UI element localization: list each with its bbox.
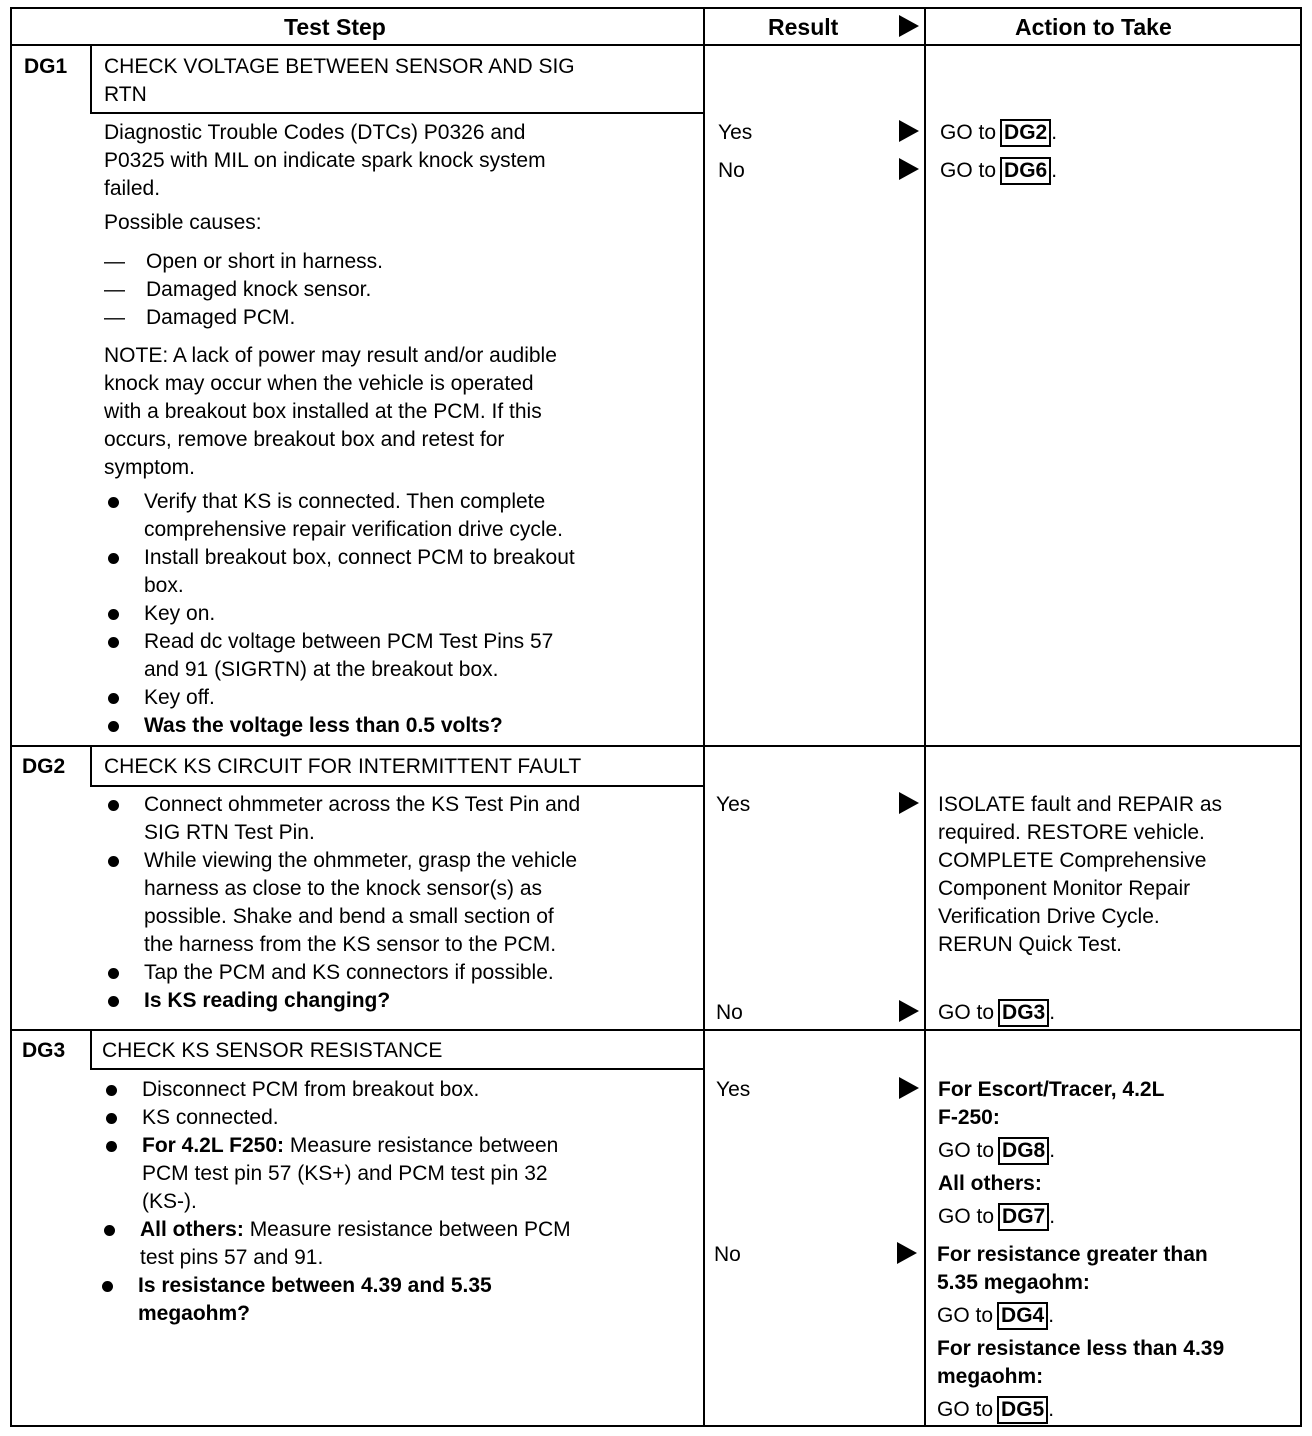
dg1-title-underline bbox=[92, 112, 703, 114]
dg3-no-action-4: megaohm: bbox=[937, 1365, 1044, 1388]
goto-text: GO to bbox=[937, 1398, 994, 1421]
dg1-no-arrow-icon bbox=[899, 158, 919, 180]
bullet-icon bbox=[106, 1141, 117, 1152]
table-top-border bbox=[10, 7, 1302, 9]
table-left-border bbox=[10, 7, 12, 1427]
dg2-id: DG2 bbox=[22, 755, 66, 778]
dg1-body-line4: Possible causes: bbox=[104, 211, 262, 234]
dg3-yes-label: Yes bbox=[716, 1078, 751, 1101]
dg1-yes-ref-link[interactable]: DG2 bbox=[1000, 119, 1051, 147]
period: . bbox=[1049, 1205, 1056, 1228]
dg3-title-underline bbox=[92, 1068, 703, 1070]
dg2-yes-action-1: ISOLATE fault and REPAIR as bbox=[938, 793, 1223, 816]
dg1-step-1a: Verify that KS is connected. Then complete bbox=[144, 490, 546, 513]
bullet-icon bbox=[106, 1113, 117, 1124]
dg1-no-ref-link[interactable]: DG6 bbox=[1000, 157, 1051, 185]
dg2-yes-label: Yes bbox=[716, 793, 751, 816]
dg3-yes-action-goto-2 bbox=[938, 1203, 1055, 1232]
dg1-yes-label: Yes bbox=[718, 121, 753, 144]
header-bottom-border bbox=[10, 44, 1302, 46]
dg1-body-line1: Diagnostic Trouble Codes (DTCs) P0326 and bbox=[104, 121, 526, 144]
dg3-id-cell-divider bbox=[90, 1029, 92, 1070]
table-right-border bbox=[1300, 7, 1302, 1427]
dg1-note-line1: NOTE: A lack of power may result and/or audible bbox=[104, 344, 557, 367]
bullet-icon bbox=[106, 1085, 117, 1096]
bullet-icon bbox=[102, 1281, 113, 1292]
bullet-icon bbox=[108, 800, 119, 811]
dg3-step-3a bbox=[142, 1132, 558, 1161]
dg3-step-4-text: Measure resistance between PCM bbox=[249, 1218, 571, 1241]
dg3-no-action-goto-1 bbox=[937, 1302, 1054, 1331]
dg3-no-ref-link-1[interactable]: DG4 bbox=[997, 1302, 1048, 1330]
bullet-icon bbox=[108, 968, 119, 979]
dg2-step-2d: the harness from the KS sensor to the PCM. bbox=[144, 933, 557, 956]
bullet-icon bbox=[108, 856, 119, 867]
dg2-no-action bbox=[938, 999, 1055, 1028]
dg2-title: CHECK KS CIRCUIT FOR INTERMITTENT FAULT bbox=[104, 755, 582, 778]
period: . bbox=[1051, 159, 1058, 182]
goto-text: GO to bbox=[940, 159, 997, 182]
header-result: Result bbox=[768, 14, 839, 40]
period: . bbox=[1048, 1304, 1055, 1327]
dg1-yes-action bbox=[940, 119, 1057, 148]
dg2-step-3: Tap the PCM and KS connectors if possible. bbox=[144, 961, 554, 984]
dg1-id-cell-divider bbox=[90, 44, 92, 114]
dg3-step-3b: PCM test pin 57 (KS+) and PCM test pin 32 bbox=[142, 1162, 548, 1185]
dg1-title-line2: RTN bbox=[104, 83, 147, 106]
dg1-yes-arrow-icon bbox=[899, 120, 919, 142]
dg3-yes-action-goto-1 bbox=[938, 1137, 1055, 1166]
bullet-icon bbox=[108, 553, 119, 564]
dg1-cause-3: Damaged PCM. bbox=[146, 306, 296, 329]
dg3-step-4-bold: All others: bbox=[140, 1218, 244, 1241]
dg1-body-line3: failed. bbox=[104, 177, 161, 200]
dg3-step-2: KS connected. bbox=[142, 1106, 279, 1129]
dg3-step-3-bold: For 4.2L F250: bbox=[142, 1134, 284, 1157]
dg1-body-line2: P0325 with MIL on indicate spark knock system bbox=[104, 149, 546, 172]
header-action: Action to Take bbox=[1015, 14, 1172, 40]
dg2-step-4: Is KS reading changing? bbox=[144, 989, 391, 1012]
dg2-yes-action-3: COMPLETE Comprehensive bbox=[938, 849, 1207, 872]
column-divider-result bbox=[703, 7, 705, 1427]
dg2-yes-arrow-icon bbox=[899, 792, 919, 814]
dg3-yes-ref-link-2[interactable]: DG7 bbox=[998, 1203, 1049, 1231]
dg2-step-2a: While viewing the ohmmeter, grasp the vehicle bbox=[144, 849, 578, 872]
dg3-no-action-1: For resistance greater than bbox=[937, 1243, 1208, 1266]
dg1-cause-dash: — bbox=[104, 278, 125, 301]
dg1-step-5: Key off. bbox=[144, 686, 215, 709]
dg3-step-4b: test pins 57 and 91. bbox=[140, 1246, 324, 1269]
dg1-cause-dash: — bbox=[104, 250, 125, 273]
dg3-no-action-3: For resistance less than 4.39 bbox=[937, 1337, 1225, 1360]
dg1-note-line2: knock may occur when the vehicle is operated bbox=[104, 372, 534, 395]
dg2-step-2b: harness as close to the knock sensor(s) as bbox=[144, 877, 543, 900]
dg1-cause-2: Damaged knock sensor. bbox=[146, 278, 372, 301]
dg1-id: DG1 bbox=[24, 55, 68, 78]
dg3-yes-ref-link-1[interactable]: DG8 bbox=[998, 1137, 1049, 1165]
dg2-no-arrow-icon bbox=[899, 1000, 919, 1022]
dg1-step-6: Was the voltage less than 0.5 volts? bbox=[144, 714, 503, 737]
dg3-step-5b: megaohm? bbox=[138, 1302, 251, 1325]
dg1-step-1b: comprehensive repair verification drive cycle. bbox=[144, 518, 564, 541]
dg3-step-5a: Is resistance between 4.39 and 5.35 bbox=[138, 1274, 492, 1297]
header-arrow-icon bbox=[899, 15, 919, 37]
dg1-step-2a: Install breakout box, connect PCM to breakout bbox=[144, 546, 575, 569]
dg3-no-action-goto-2 bbox=[937, 1396, 1054, 1425]
dg2-yes-action-6: RERUN Quick Test. bbox=[938, 933, 1122, 956]
dg1-no-action bbox=[940, 157, 1057, 186]
dg1-step-3: Key on. bbox=[144, 602, 216, 625]
bullet-icon bbox=[108, 637, 119, 648]
dg2-yes-action-5: Verification Drive Cycle. bbox=[938, 905, 1160, 928]
dg1-no-label: No bbox=[718, 159, 745, 182]
dg1-step-2b: box. bbox=[144, 574, 184, 597]
dg1-note-line4: occurs, remove breakout box and retest for bbox=[104, 428, 505, 451]
goto-text: GO to bbox=[938, 1139, 995, 1162]
dg2-yes-action-4: Component Monitor Repair bbox=[938, 877, 1191, 900]
dg1-cause-dash: — bbox=[104, 306, 125, 329]
period: . bbox=[1049, 1001, 1056, 1024]
dg3-step-1: Disconnect PCM from breakout box. bbox=[142, 1078, 480, 1101]
period: . bbox=[1048, 1398, 1055, 1421]
dg2-no-ref-link[interactable]: DG3 bbox=[998, 999, 1049, 1027]
dg3-id: DG3 bbox=[22, 1039, 66, 1062]
bullet-icon bbox=[108, 609, 119, 620]
dg3-no-ref-link-2[interactable]: DG5 bbox=[997, 1396, 1048, 1424]
dg3-yes-action-others: All others: bbox=[938, 1172, 1042, 1195]
dg2-step-1a: Connect ohmmeter across the KS Test Pin and bbox=[144, 793, 581, 816]
goto-text: GO to bbox=[938, 1001, 995, 1024]
row-divider-dg3 bbox=[10, 1029, 1302, 1031]
dg2-no-label: No bbox=[716, 1001, 743, 1024]
dg3-yes-action-1: For Escort/Tracer, 4.2L bbox=[938, 1078, 1165, 1101]
dg1-step-4b: and 91 (SIGRTN) at the breakout box. bbox=[144, 658, 499, 681]
dg1-cause-1: Open or short in harness. bbox=[146, 250, 383, 273]
period: . bbox=[1049, 1139, 1056, 1162]
dg3-yes-action-2: F-250: bbox=[938, 1106, 1000, 1129]
dg3-step-3c: (KS-). bbox=[142, 1190, 197, 1213]
dg2-yes-action-2: required. RESTORE vehicle. bbox=[938, 821, 1205, 844]
dg2-step-2c: possible. Shake and bend a small section of bbox=[144, 905, 554, 928]
goto-text: GO to bbox=[940, 121, 997, 144]
column-divider-action bbox=[924, 7, 926, 1427]
header-test-step: Test Step bbox=[284, 14, 386, 40]
dg3-title: CHECK KS SENSOR RESISTANCE bbox=[102, 1039, 443, 1062]
dg3-step-3-text: Measure resistance between bbox=[289, 1134, 559, 1157]
dg3-no-action-2: 5.35 megaohm: bbox=[937, 1271, 1090, 1294]
bullet-icon bbox=[108, 996, 119, 1007]
bullet-icon bbox=[108, 721, 119, 732]
dg3-step-4a bbox=[140, 1216, 571, 1245]
dg1-title-line1: CHECK VOLTAGE BETWEEN SENSOR AND SIG bbox=[104, 55, 575, 78]
dg2-id-cell-divider bbox=[90, 745, 92, 787]
dg3-no-label: No bbox=[714, 1243, 741, 1266]
dg1-note-line3: with a breakout box installed at the PCM. If this bbox=[104, 400, 542, 423]
table-bottom-border bbox=[10, 1425, 1302, 1427]
dg2-step-1b: SIG RTN Test Pin. bbox=[144, 821, 315, 844]
dg1-step-4a: Read dc voltage between PCM Test Pins 57 bbox=[144, 630, 554, 653]
dg3-yes-arrow-icon bbox=[899, 1077, 919, 1099]
period: . bbox=[1051, 121, 1058, 144]
dg3-no-arrow-icon bbox=[897, 1242, 917, 1264]
dg1-note-line5: symptom. bbox=[104, 456, 196, 479]
bullet-icon bbox=[108, 497, 119, 508]
row-divider-dg2 bbox=[10, 745, 1302, 747]
goto-text: GO to bbox=[937, 1304, 994, 1327]
dg2-title-underline bbox=[92, 785, 703, 787]
bullet-icon bbox=[104, 1225, 115, 1236]
bullet-icon bbox=[108, 693, 119, 704]
goto-text: GO to bbox=[938, 1205, 995, 1228]
